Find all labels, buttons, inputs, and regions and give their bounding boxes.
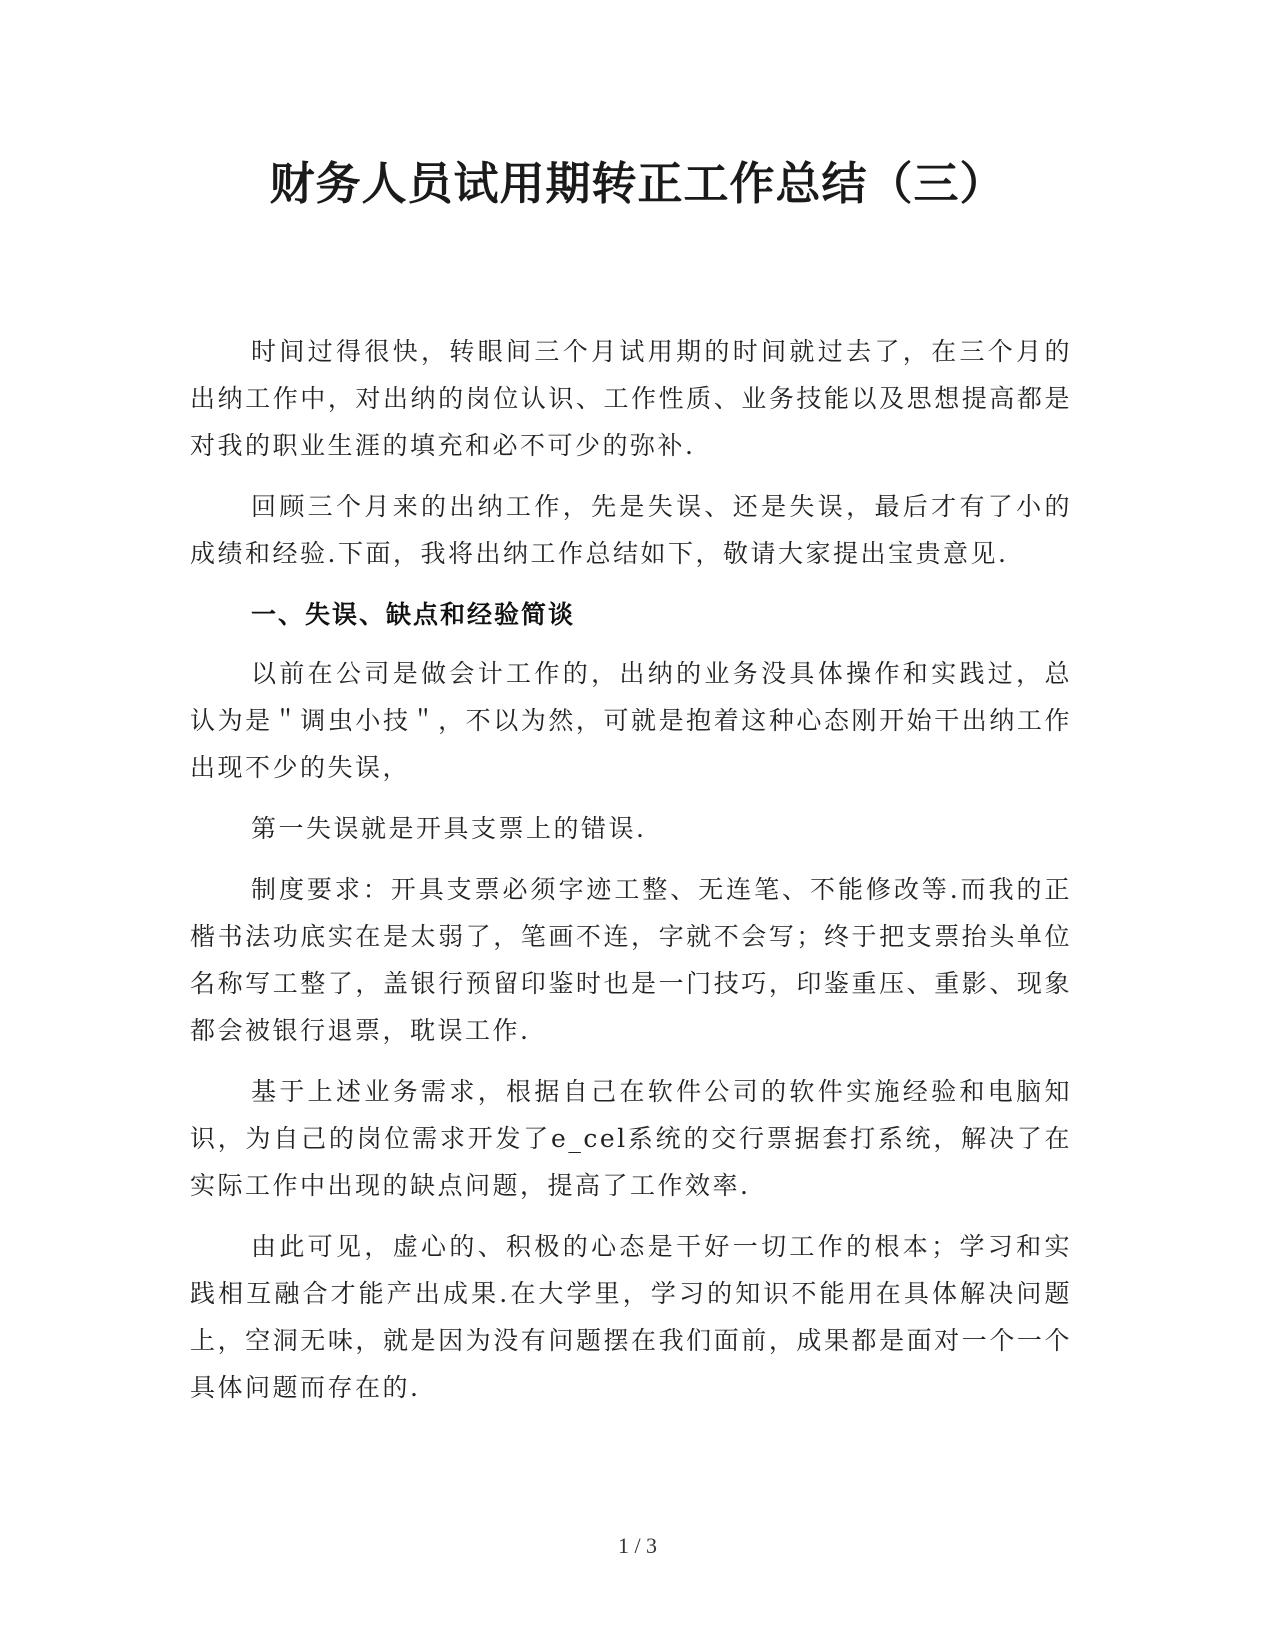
- paragraph-intro: 时间过得很快，转眼间三个月试用期的时间就过去了，在三个月的出纳工作中，对出纳的岗位认识、工作性质、业务技能以及思想提高都是对我的职业生涯的填充和必不可少的弥补.: [190, 337, 1072, 460]
- paragraph-solution: 基于上述业务需求，根据自己在软件公司的软件实施经验和电脑知识，为自己的岗位需求开发了e_cel系统的交行票据套打系统，解决了在实际工作中出现的缺点问题，提高了工作效率.: [190, 1077, 1072, 1200]
- paragraph-first-mistake: 第一失误就是开具支票上的错误.: [251, 814, 647, 843]
- document-body: [190, 328, 1072, 1425]
- document-title: 财务人员试用期转正工作总结（三）: [269, 157, 1006, 210]
- paragraph-review: 回顾三个月来的出纳工作，先是失误、还是失误，最后才有了小的成绩和经验.下面，我将出纳工作总结如下，敬请大家提出宝贵意见.: [190, 492, 1072, 568]
- page-number: 1 / 3: [617, 1533, 658, 1558]
- paragraph-rules: 制度要求：开具支票必须字迹工整、无连笔、不能修改等.而我的正楷书法功底实在是太弱了，笔画不连，字就不会写；终于把支票抬头单位名称写工整了，盖银行预留印鉴时也是一门技巧，印鉴重压、重影、现象都会被银行退票，耽误工作.: [190, 875, 1072, 1045]
- paragraph-previous-work: 以前在公司是做会计工作的，出纳的业务没具体操作和实践过，总认为是＂调虫小技＂，不以为然，可就是抱着这种心态刚开始干出纳工作出现不少的失误，: [190, 659, 1072, 782]
- section-heading-mistakes: 一、失误、缺点和经验简谈: [251, 600, 576, 629]
- paragraph-conclusion: 由此可见，虚心的、积极的心态是干好一切工作的根本；学习和实践相互融合才能产出成果.在大学里，学习的知识不能用在具体解决问题上，空洞无味，就是因为没有问题摆在我们面前，成果都是面对一个一个具体问题而存在的.: [190, 1232, 1072, 1402]
